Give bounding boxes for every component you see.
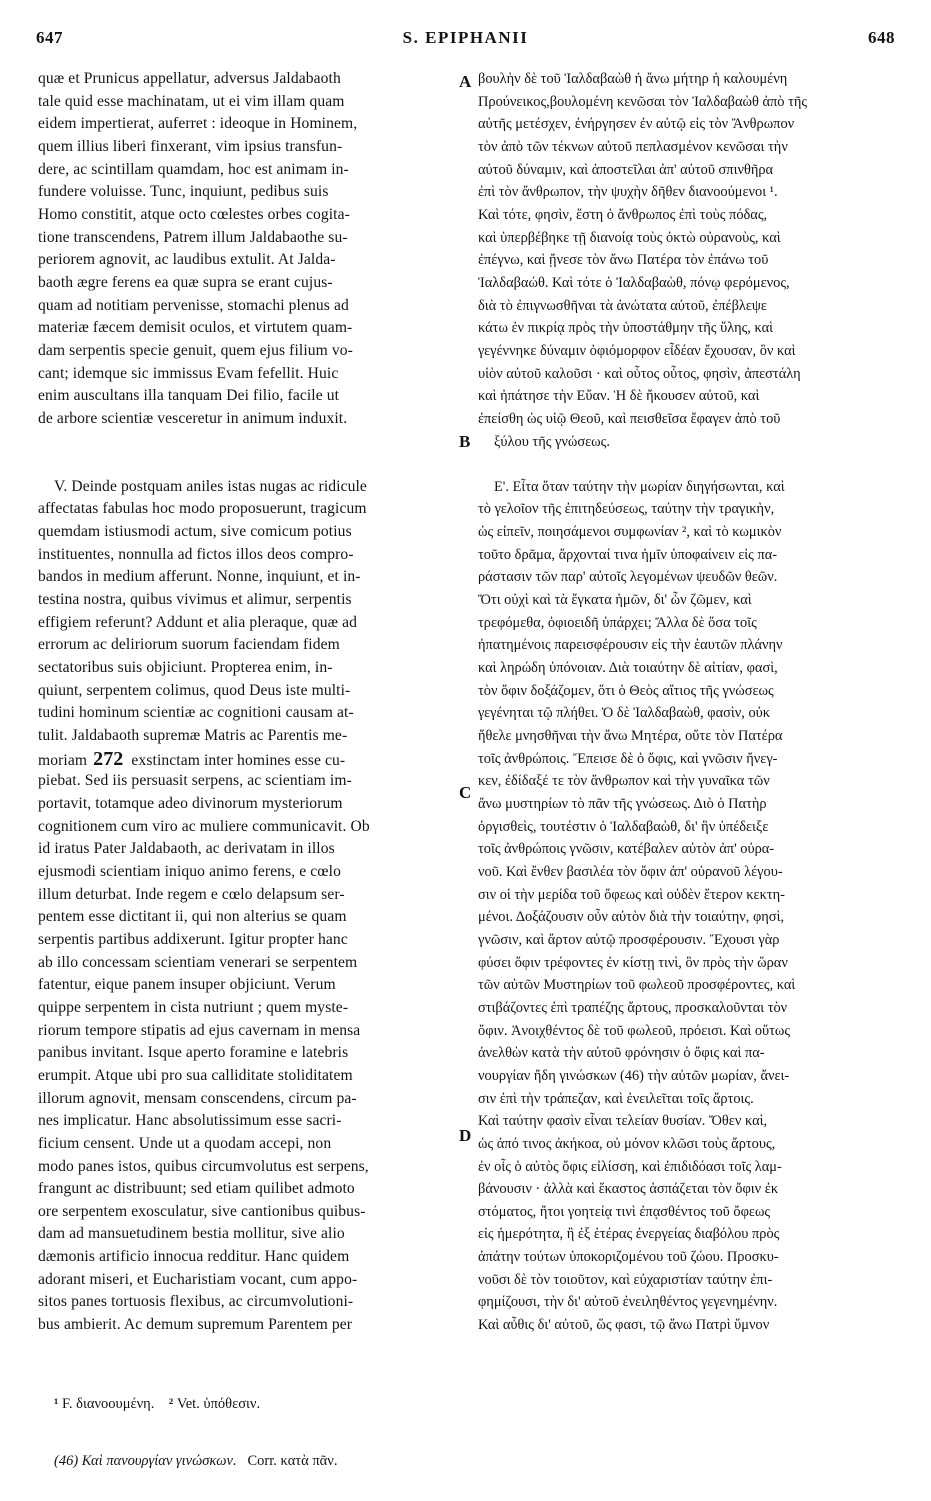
greek-line: ὀργισθεὶς, τουτέστιν ὁ Ἰαλδαβαὼθ, δι' ἣν ὑπέδειξε — [478, 818, 769, 835]
latin-line: id iratus Pater Jaldabaoth, ac derivatam in illos — [38, 840, 335, 858]
latin-line: serpentis partibus addixerunt. Igitur propter hanc — [38, 930, 348, 948]
greek-line: εἰς ἡμερότητα, ἢ ἐξ ἑτέρας ἐνεργείας διαβόλου πρὸς — [478, 1226, 780, 1243]
greek-line: ράστασιν τῶν παρ' αὐτοῖς λεγομένων ψευδῶν θεῶν. — [478, 569, 778, 586]
latin-line: quæ et Prunicus appellatur, adversus Jaldabaoth — [38, 70, 341, 87]
greek-line: κάτω ἐν πικρίᾳ πρὸς τὴν ὑποστάθμην τῆς ὕλης, καὶ — [478, 320, 774, 337]
column-number: 272 — [93, 747, 124, 770]
greek-line: καὶ ὑπερβέβηκε τῇ διανοίᾳ τοὺς ὀκτὼ οὐρανοὺς, καὶ — [478, 229, 781, 246]
latin-line: cognitionem cum viro ac muliere communicavit. Ob — [38, 817, 370, 835]
latin-line: errorum ac deliriorum suorum faciendam fidem — [38, 636, 340, 654]
latin-line: quem illius liberi finxerant, vim ipsius transfun- — [38, 137, 343, 155]
latin-line: tudini hominum scientiæ ac cognitioni causam at- — [38, 704, 354, 722]
section-marker-d: D — [459, 1126, 472, 1145]
greek-line: υἱὸν αὐτοῦ καλοῦσι · καὶ οὗτος οὗτος, φησὶν, ἀπεστάλη — [478, 365, 801, 382]
latin-line: dam serpentis specie genuit, quem ejus filium vo- — [38, 341, 353, 359]
greek-line: μένοι. Δοξάζουσιν οὖν αὐτὸν διὰ τὴν τοιαύτην, φησὶ, — [478, 909, 785, 926]
greek-line: ὄφιν. Ἀνοιχθέντος δὲ τοῦ φωλεοῦ, πρόεισι. Καὶ οὕτως — [478, 1022, 791, 1039]
latin-line: ficium censent. Unde ut a quodam accepi, non — [38, 1134, 332, 1152]
greek-line: διὰ τὸ ἐπιγνωσθῆναι τὰ ἀνώτατα αὐτοῦ, ἐπέβλεψε — [478, 297, 767, 314]
greek-line: τῶν αὐτῶν Μυστηρίων τοῦ φωλεοῦ προσφέροντες, καὶ — [478, 977, 796, 994]
paragraph-gap — [478, 453, 896, 476]
greek-paragraph-1 — [478, 68, 896, 453]
greek-line: ἐπείσθη ὡς υἱῷ Θεοῦ, καὶ πεισθεῖσα ἔφαγεν ἀπὸ τοῦ — [478, 410, 781, 427]
latin-line: testina nostra, quibus vivimus et alimur, serpentis — [38, 591, 352, 609]
greek-paragraph-2 — [478, 476, 896, 1337]
greek-line: ξύλου τῆς γνώσεως. — [494, 433, 610, 450]
latin-line: pentem esse dictitant ii, qui non alterius se quam — [38, 908, 347, 926]
latin-line: bus ambierit. Ac demum supremum Parentem per — [38, 1316, 353, 1334]
latin-line: fundere voluisse. Tunc, inquiunt, pedibus suis — [38, 183, 329, 201]
footnote-2-ref: ² — [168, 1396, 174, 1412]
latin-line: cant; idemque sic immissus Evam fefellit. Huic — [38, 364, 339, 382]
latin-line: materiæ fæcem demisit oculos, et virtutem quam- — [38, 319, 353, 337]
latin-line: baoth ægre ferens ea quæ supra se erant cujus- — [38, 273, 333, 291]
latin-column — [38, 68, 456, 1337]
section-marker-b: B — [459, 432, 471, 451]
greek-line: ὡς εἰπεῖν, ποιησάμενοι συμφωνίαν ², καὶ τὸ κωμικὸν — [478, 524, 782, 541]
endnote-greek-phrase: Καὶ πανουργίαν γινώσκων. — [81, 1453, 237, 1469]
footnote-2-text: Vet. ὑπόθεσιν. — [176, 1396, 261, 1412]
greek-line: αὐτῆς μετέσχεν, ἐνήργησεν ἐν αὐτῷ εἰς τὸν Ἄνθρωπον — [478, 116, 795, 133]
latin-line: ore serpentem exosculatur, sive cantionibus quibus- — [38, 1202, 366, 1220]
endnote-correction: Corr. κατὰ πᾶν. — [247, 1453, 338, 1469]
greek-line: ἄνω μυστηρίων τὸ πᾶν τῆς γνώσεως. Διὸ ὁ Πατὴρ — [478, 796, 767, 812]
latin-line: quam ad notitiam pervenisse, stomachi plenus ad — [38, 296, 349, 314]
greek-line: Καὶ αὖθις δι' αὐτοῦ, ὥς φασι, τῷ ἄνω Πατρὶ ὕμνον — [478, 1317, 770, 1334]
latin-line: tulit. Jaldabaoth supremæ Matris ac Parentis me- — [38, 727, 348, 745]
latin-line: sitos panes tortuosis flexibus, ac circumvolutioni- — [38, 1293, 354, 1311]
greek-line: κεν, ἐδίδαξέ τε τὸν ἄνθρωπον καὶ τὴν γυναῖκα τῶν — [478, 773, 770, 790]
page-number-right: 648 — [868, 28, 895, 47]
greek-line: αὐτοῦ δύναμιν, καὶ ἀποστεῖλαι ἀπ' αὐτοῦ σπινθῆρα — [478, 161, 774, 178]
paragraph-gap — [38, 453, 456, 476]
greek-line: ἀπάτην τούτων ὑποκοριζομένου τοῦ ζώου. Προσκυ- — [478, 1249, 779, 1266]
latin-line: fatentur, eique panem insuper objiciunt. Verum — [38, 976, 336, 994]
footnote-1-ref: ¹ — [54, 1396, 59, 1412]
endnote-label: (46) — [54, 1453, 79, 1469]
latin-line: dæmonis artificio innocua redditur. Hanc quidem — [38, 1248, 350, 1266]
greek-column — [478, 68, 896, 1337]
greek-line: ἀνελθὼν κατὰ τὴν αὐτοῦ φρόνησιν ὁ ὄφις καὶ πα- — [478, 1045, 765, 1062]
latin-line: tale quid esse machinatam, ut ei vim illam quam — [38, 92, 345, 110]
greek-line: Ἰαλδαβαώθ. Καὶ τότε ὁ Ἰαλδαβαὼθ, πόνῳ φερόμενος, — [478, 274, 790, 291]
greek-line: νοῦσι δὲ τὸν τοιοῦτον, καὶ εὐχαριστίαν ταύτην ἐπι- — [478, 1271, 773, 1288]
latin-line: adorant miseri, et Eucharistiam vocant, cum appo- — [38, 1270, 358, 1288]
greek-line: σιν οἱ τὴν μερίδα τοῦ ὄφεως καὶ οὐδὲν ἕτερον κεκτη- — [478, 886, 785, 903]
latin-line: periorem agnovit, ac laudibus extulit. At Jalda- — [38, 251, 336, 269]
latin-line: piebat. Sed iis persuasit serpens, ac scientiam im- — [38, 772, 352, 790]
latin-line: dere, ac scintillam quamdam, hoc est animam in- — [38, 160, 349, 178]
greek-line: τρεφόμεθα, ὀφιοειδῆ ὑπάρχει; Ἄλλα δὲ ὅσα τοῖς — [478, 614, 757, 631]
greek-line: τοῖς ἀνθρώποις γνῶσιν, κατέβαλεν αὐτὸν ἀπ' οὐρα- — [478, 841, 775, 858]
latin-line: ejusmodi scientiam iniquo animo ferens, e cœlo — [38, 862, 341, 880]
greek-line: γεγένηται τῷ πλήθει. Ὁ δὲ Ἰαλδαβαὼθ, φασὶν, οὐκ — [478, 705, 771, 722]
greek-line: νουργίαν ἤδη γινώσκων (46) τὴν αὐτῶν μωρίαν, ἄνει- — [478, 1067, 790, 1084]
latin-paragraph-2 — [38, 476, 456, 1337]
latin-line: dam ad mansuetudinem bestia mollitur, sive alio — [38, 1225, 345, 1243]
greek-line: ἐν οἷς ὁ αὐτὸς ὄφις εἰλίσση, καὶ ἐπιδιδόασι τοῖς λαμ- — [478, 1158, 782, 1175]
latin-line: illum deturbat. Inde regem e cœlo delapsum ser- — [38, 885, 345, 903]
greek-line: τοῖς ἀνθρώποις. Ἔπεισε δὲ ὁ ὄφις, καὶ γνῶσιν ἤνεγ- — [478, 750, 778, 767]
latin-line: erumpit. Atque ubi pro sua calliditate stoliditatem — [38, 1066, 353, 1084]
greek-line: φύσει ὄφιν τρέφοντες ἐν κίστῃ τινὶ, ὃν πρὸς τὴν ὥραν — [478, 954, 788, 971]
latin-line: quippe serpentem in cista nutriunt ; quem myste- — [38, 998, 349, 1016]
latin-line: nes implicatur. Hanc absolutissimum esse sacri- — [38, 1112, 342, 1130]
section-marker-a: A — [459, 72, 472, 91]
endnote — [54, 1453, 337, 1470]
latin-text: moriam — [38, 751, 88, 769]
greek-line: Ε'. Εἶτα ὅταν ταύτην τὴν μωρίαν διηγήσωνται, καὶ — [494, 478, 785, 495]
greek-line: βάνουσιν · ἀλλὰ καὶ ἕκαστος ἀσπάζεται τὸν ὄφιν ἐκ — [478, 1181, 779, 1198]
greek-line: νοῦ. Καὶ ἔνθεν βασιλέα τὸν ὄφιν ἀπ' οὐρανοῦ λέγου- — [478, 863, 783, 880]
greek-line: Καὶ τότε, φησὶν, ἔστη ὁ ἄνθρωπος ἐπὶ τοὺς πόδας, — [478, 206, 768, 223]
latin-line-with-column-number — [38, 748, 456, 771]
latin-line: illorum agnovit, mensam conscendens, circum pa- — [38, 1089, 357, 1107]
latin-line: instituentes, nonnulla ad fictos illos deos compro- — [38, 545, 354, 563]
greek-line: γνῶσιν, καὶ ἄρτον αὐτῷ προσφέρουσιν. Ἔχουσι γὰρ — [478, 931, 780, 948]
latin-line: enim auscultans illa tanquam Dei filio, facile ut — [38, 387, 340, 405]
latin-line: tione transcendens, Patrem illum Jaldabaothe su- — [38, 228, 348, 246]
greek-line: τὸν ἀπὸ τῶν τέκνων αὐτοῦ πεπλασμένον κενῶσαι τὴν — [478, 138, 788, 155]
section-marker-c: C — [459, 783, 472, 802]
latin-text: exstinctam inter homines esse cu- — [131, 751, 346, 769]
greek-line: ἤθελε μνησθῆναι τὴν ἄνω Μητέρα, οὔτε τὸν Πατέρα — [478, 728, 783, 745]
footnote-1-text: F. διανοουμένη. — [61, 1396, 155, 1412]
greek-line: καὶ ληρώδη ὑπόνοιαν. Διὰ τοιαύτην δὲ αἰτίαν, φασὶ, — [478, 660, 778, 677]
latin-line: eidem impertierat, auferret : ideoque in Hominem, — [38, 115, 358, 133]
latin-line: riorum tempore stipatis ad ejus cavernam in mensa — [38, 1021, 361, 1039]
latin-line: modo panes istos, quibus circumvolutus est serpens, — [38, 1157, 369, 1175]
latin-line: frangunt ac distribuunt; sed etiam quilibet admoto — [38, 1180, 355, 1198]
latin-line: affectatas fabulas hoc modo proposuerunt, tragicum — [38, 500, 367, 518]
running-title: S. EPIPHANII — [402, 28, 529, 47]
greek-line: τὸ γελοῖον τῆς ἐπιτηδεύσεως, ταύτην τὴν τραγικὴν, — [478, 501, 775, 518]
latin-line: panibus invitant. Isque aperto foramine e latebris — [38, 1044, 349, 1062]
latin-line: ab illo concessam scientiam venerari se serpentem — [38, 953, 358, 971]
latin-line: portavit, totamque adeo divinorum mysteriorum — [38, 795, 343, 812]
latin-line: quemdam istiusmodi actum, sive comicum potius — [38, 523, 352, 541]
greek-line: στόματος, ἤτοι γοητείᾳ τινὶ ἐπᾳσθέντος τοῦ ὄφεως — [478, 1203, 771, 1220]
latin-line: effigiem referunt? Addunt et alia pleraque, quæ ad — [38, 613, 358, 631]
greek-line: φημίζουσι, τὴν δι' αὐτοῦ ἐνειληθέντος γεγενημένην. — [478, 1294, 778, 1311]
latin-line: V. Deinde postquam aniles istas nugas ac ridicule — [54, 477, 367, 495]
greek-line: καὶ ἠπάτησε τὴν Εὔαν. Ἡ δὲ ἤκουσεν αὐτοῦ, καὶ — [478, 388, 760, 405]
greek-line: ἠπατημένοις παρεισφέρουσιν εἰς τὴν ἑαυτῶν πλάνην — [478, 637, 783, 654]
greek-line: ἐπέγνω, καὶ ᾔνεσε τὸν ἄνω Πατέρα τὸν ἐπάνω τοῦ — [478, 252, 769, 269]
greek-line: τὸν ὄφιν δοξάζομεν, ὅτι ὁ Θεὸς αἴτιος τῆς γνώσεως — [478, 682, 774, 699]
greek-line: σιν ἐπὶ τὴν τράπεζαν, καὶ ἐνειλεῖται τοῖς ἄρτοις. — [478, 1090, 754, 1107]
greek-line: βουλὴν δὲ τοῦ Ἰαλδαβαὼθ ἡ ἄνω μήτηρ ἡ καλουμένη — [478, 71, 788, 87]
greek-line: Ὅτι οὐχὶ καὶ τὰ ἔγκατα ἡμῶν, δι' ὧν ζῶμεν, καὶ — [478, 592, 752, 609]
greek-line: γεγέννηκε δύναμιν ὀφιόμορφον εἶδέαν ἔχουσαν, ὃν καὶ — [478, 342, 796, 359]
greek-line: Καὶ ταύτην φασὶν εἶναι τελείαν θυσίαν. Ὅθεν καὶ, — [478, 1113, 768, 1130]
footnotes — [54, 1396, 260, 1413]
latin-paragraph-1 — [38, 68, 456, 431]
latin-line: quiunt, serpentem colimus, quod Deus iste multi- — [38, 681, 351, 699]
latin-line: sectatoribus suis objiciunt. Propterea enim, in- — [38, 659, 333, 677]
greek-line: ἐπὶ τὸν ἄνθρωπον, τὴν ψυχὴν δῆθεν διανοούμενοι ¹. — [478, 184, 778, 201]
greek-line: στιβάζοντες ἐπὶ τραπέζης ἄρτους, προσκαλοῦνται τὸν — [478, 999, 788, 1016]
page-number-left: 647 — [36, 28, 63, 47]
latin-line: de arbore scientiæ vesceretur in animum induxit. — [38, 409, 348, 427]
paragraph-gap — [38, 431, 456, 454]
greek-line: τοῦτο δρᾶμα, ἄρχονταί τινα ἡμῖν ὑποφαίνειν εἰς πα- — [478, 546, 778, 563]
latin-line: Homo constitit, atque octo cœlestes orbes cogita- — [38, 205, 350, 223]
greek-line: Προύνεικος,βουλομένη κενῶσαι τὸν Ἰαλδαβαὼθ ἀπὸ τῆς — [478, 93, 808, 110]
greek-line: ὡς ἀπό τινος ἀκήκοα, οὐ μόνον κλῶσι τοὺς ἄρτους, — [478, 1135, 776, 1152]
latin-line: bandos in medium afferunt. Nonne, inquiunt, et in- — [38, 568, 361, 586]
